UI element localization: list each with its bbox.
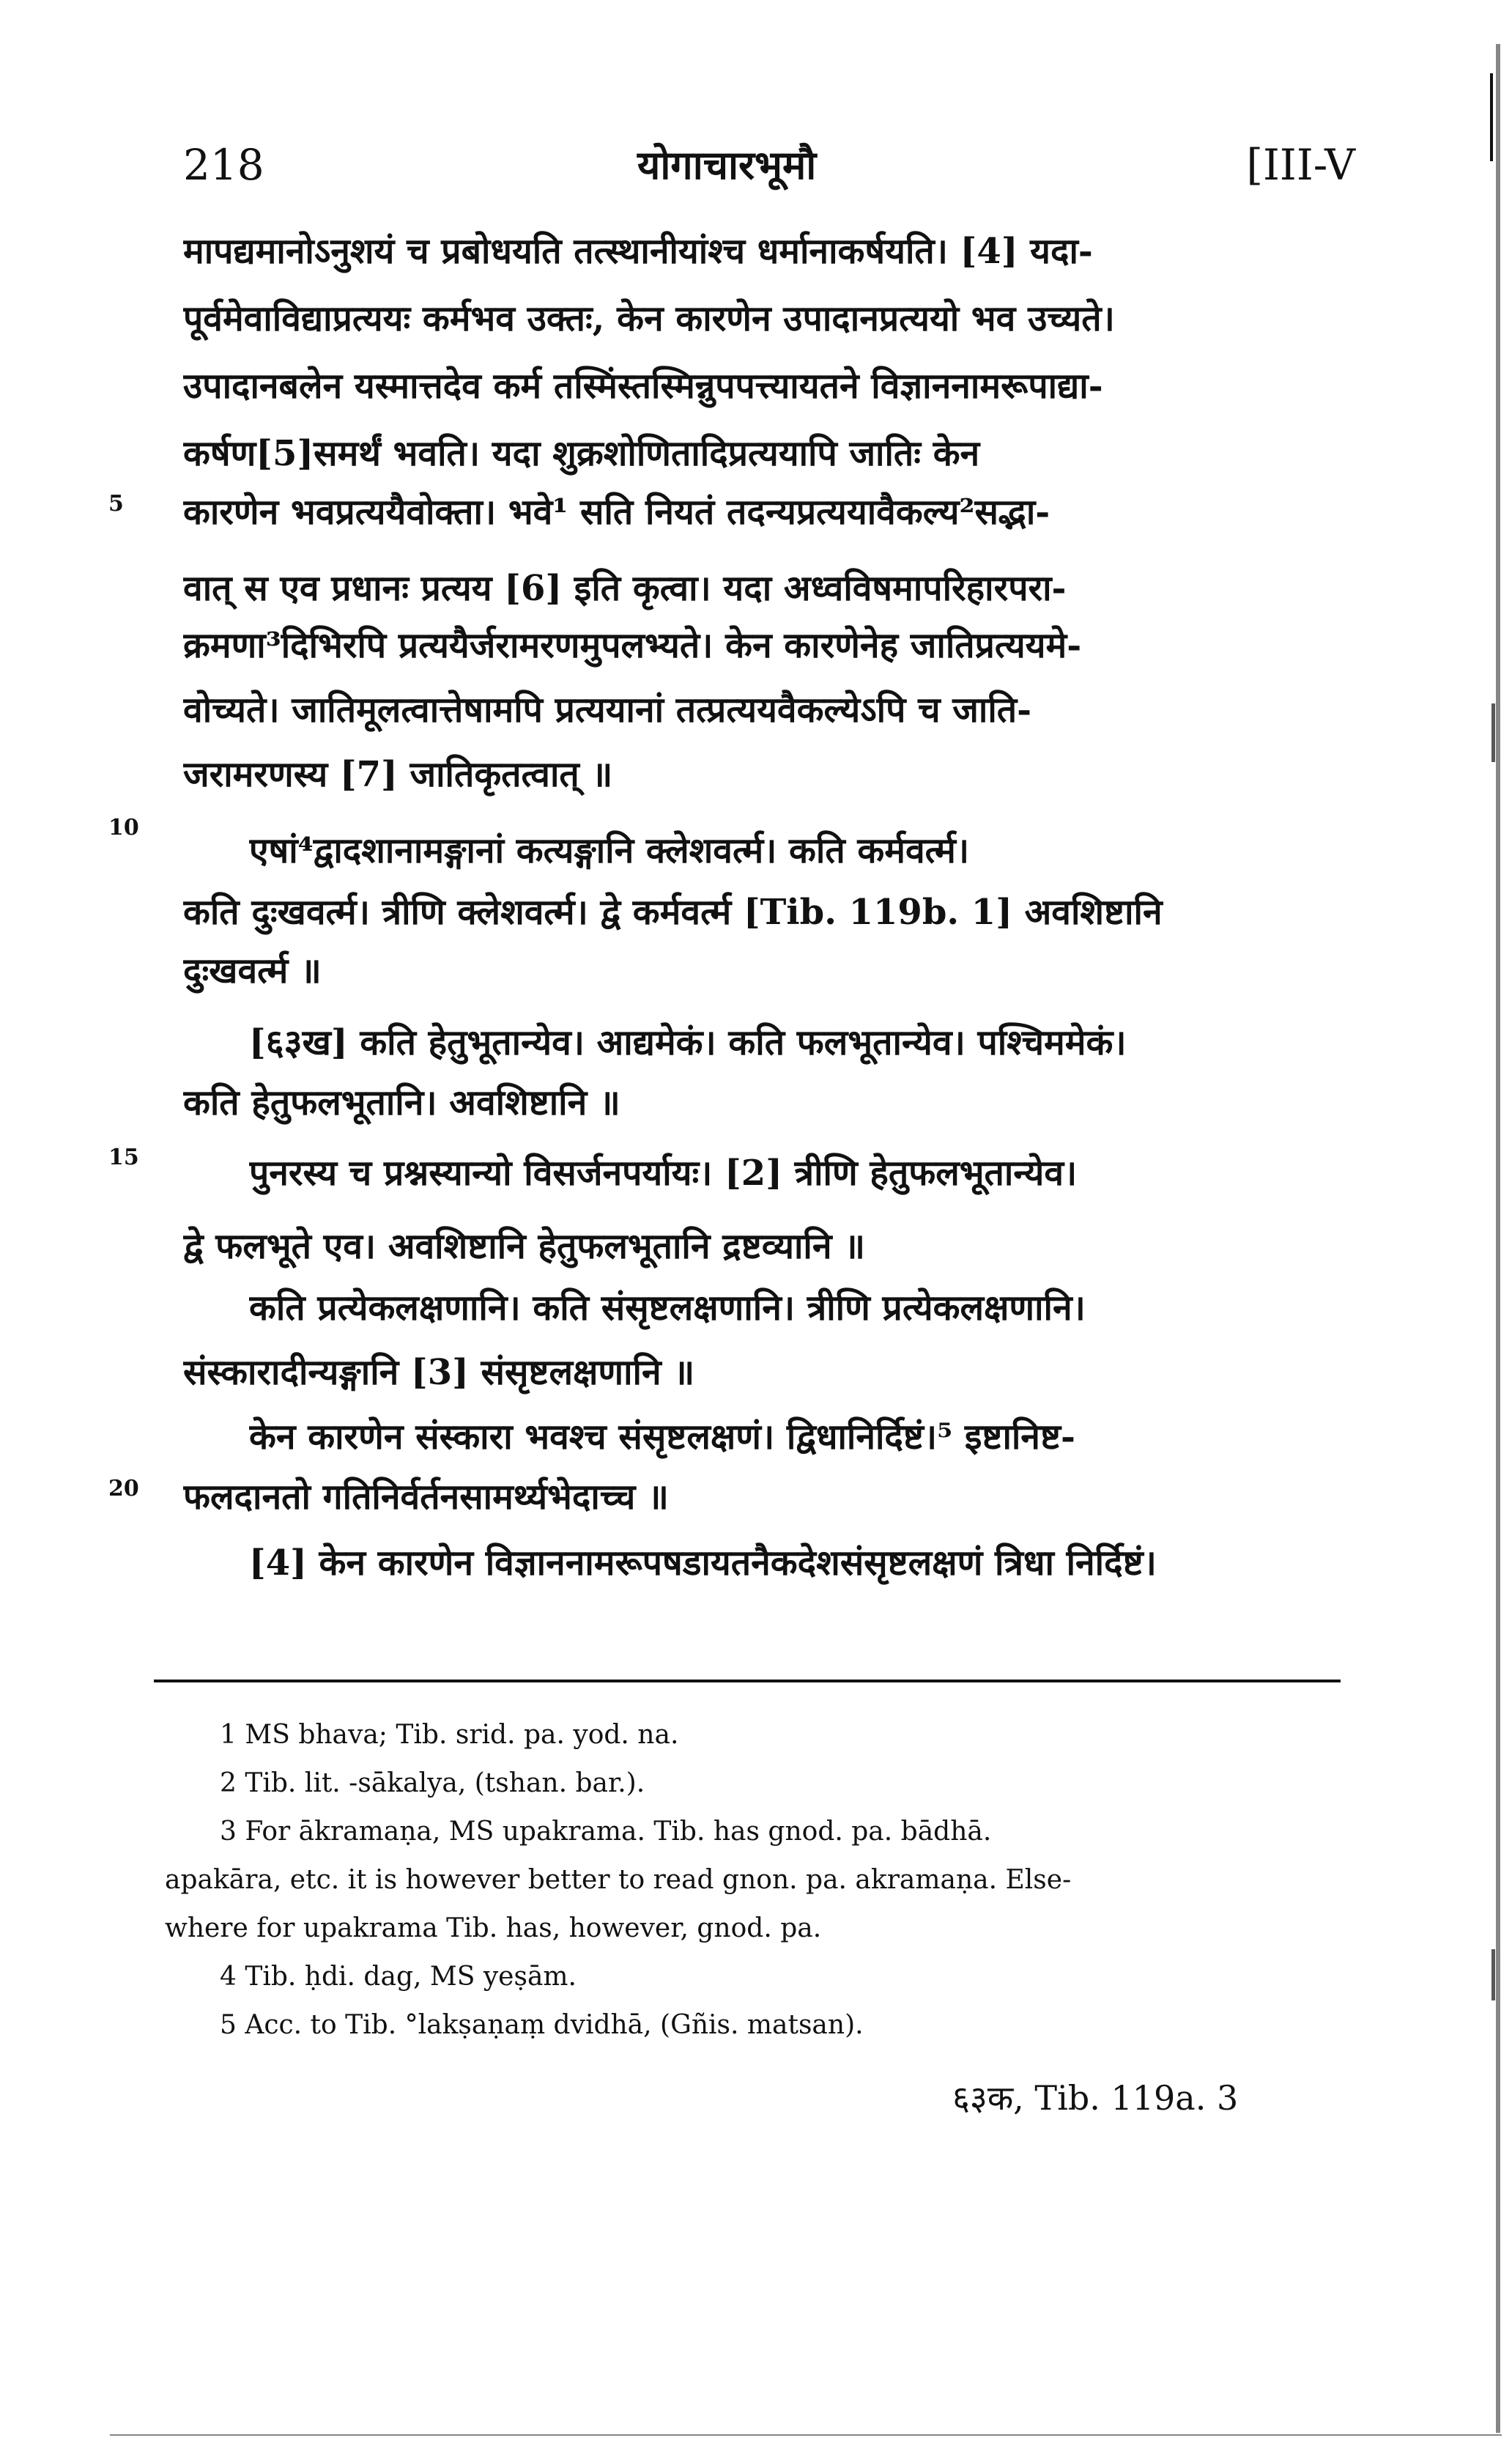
folio-reference: ६३क, Tib. 119a. 3	[952, 2078, 1239, 2118]
body-line: वात् स एव प्रधानः प्रत्यय [6] इति कृत्वा। यदा अध्वविषमापरिहारपरा-	[183, 568, 1067, 609]
body-line: कति दुःखवर्त्म। त्रीणि क्लेशवर्त्म। द्वे कर्मवर्त्म [Tib. 119b. 1] अवशिष्टानि	[183, 892, 1163, 933]
footnote-line: 1 MS bhava; Tib. srid. pa. yod. na.	[220, 1720, 679, 1750]
footnote-line: 4 Tib. ḥdi. dag, MS yeṣām.	[220, 1962, 577, 1992]
page-number: 218	[183, 140, 264, 190]
body-line: फलदानतो गतिनिर्वर्तनसामर्थ्यभेदाच्च ॥	[183, 1477, 669, 1518]
running-title: योगाचारभूमौ	[637, 141, 817, 188]
body-line: जरामरणस्य [7] जातिकृतत्वात् ॥	[183, 754, 613, 795]
line-number: 10	[108, 815, 139, 840]
body-line: पूर्वमेवाविद्याप्रत्ययः कर्मभव उक्तः, केन कारणेन उपादानप्रत्ययो भव उच्यते।	[183, 298, 1115, 339]
scan-bottom-edge	[110, 2433, 1502, 2437]
section-marker: [III-V	[1246, 140, 1355, 190]
footnote-rule	[154, 1680, 1341, 1682]
line-number: 5	[108, 491, 124, 517]
footnote-line: 5 Acc. to Tib. °lakṣaṇaṃ dvidhā, (Gñis. matsan).	[220, 2010, 864, 2040]
body-line: पुनरस्य च प्रश्नस्यान्यो विसर्जनपर्यायः। [2] त्रीणि हेतुफलभूतान्येव।	[249, 1153, 1078, 1194]
body-line: उपादानबलेन यस्मात्तदेव कर्म तस्मिंस्तस्मिन्नुपपत्त्यायतने विज्ञाननामरूपाद्या-	[183, 366, 1103, 407]
line-number: 15	[108, 1145, 139, 1170]
running-header	[183, 132, 1355, 198]
body-line: वोच्यते। जातिमूलत्वात्तेषामपि प्रत्ययानां तत्प्रत्ययवैकल्येऽपि च जाति-	[183, 690, 1032, 731]
footnote-line: 2 Tib. lit. -sākalya, (tshan. bar.).	[220, 1768, 645, 1798]
body-line: दुःखवर्त्म ॥	[183, 950, 322, 991]
body-line: [4] केन कारणेन विज्ञाननामरूपषडायतनैकदेशसंसृष्टलक्षणं त्रिधा निर्दिष्टं।	[249, 1542, 1157, 1584]
body-line: केन कारणेन संस्कारा भवश्च संसृष्टलक्षणं। द्विधानिर्दिष्टं।⁵ इष्टानिष्ट-	[249, 1416, 1075, 1457]
scan-edge-marks	[1483, 44, 1512, 2433]
body-line: कति प्रत्येकलक्षणानि। कति संसृष्टलक्षणानि। त्रीणि प्रत्येकलक्षणानि।	[249, 1287, 1086, 1329]
body-line: [६३ख] कति हेतुभूतान्येव। आद्यमेकं। कति फलभूतान्येव। पश्चिममेकं।	[249, 1022, 1127, 1063]
body-line: द्वे फलभूते एव। अवशिष्टानि हेतुफलभूतानि द्रष्टव्यानि ॥	[183, 1226, 865, 1267]
footnote-line: where for upakrama Tib. has, however, gnod. pa.	[165, 1913, 822, 1943]
body-line: क्रमणा³दिभिरपि प्रत्ययैर्जरामरणमुपलभ्यते। केन कारणेनेह जातिप्रत्ययमे-	[183, 625, 1082, 666]
footnote-line: apakāra, etc. it is however better to read gnon. pa. akramaṇa. Else-	[165, 1865, 1072, 1895]
body-line: कर्षण[5]समर्थं भवति। यदा शुक्रशोणितादिप्रत्ययापि जातिः केन	[183, 433, 980, 474]
line-number: 20	[108, 1476, 139, 1501]
body-line: संस्कारादीन्यङ्गानि [3] संसृष्टलक्षणानि ॥	[183, 1352, 695, 1393]
body-line: कति हेतुफलभूतानि। अवशिष्टानि ॥	[183, 1082, 620, 1123]
footnote-line: 3 For ākramaṇa, MS upakrama. Tib. has gnod. pa. bādhā.	[220, 1817, 992, 1847]
body-line: एषां⁴द्वादशानामङ्गानां कत्यङ्गानि क्लेशवर्त्म। कति कर्मवर्त्म।	[249, 830, 970, 871]
body-line: मापद्यमानोऽनुशयं च प्रबोधयति तत्स्थानीयांश्च धर्मानाकर्षयति। [4] यदा-	[183, 231, 1093, 272]
body-line: कारणेन भवप्रत्ययैवोक्ता। भवे¹ सति नियतं तदन्यप्रत्ययावैकल्य²सद्भा-	[183, 492, 1050, 533]
